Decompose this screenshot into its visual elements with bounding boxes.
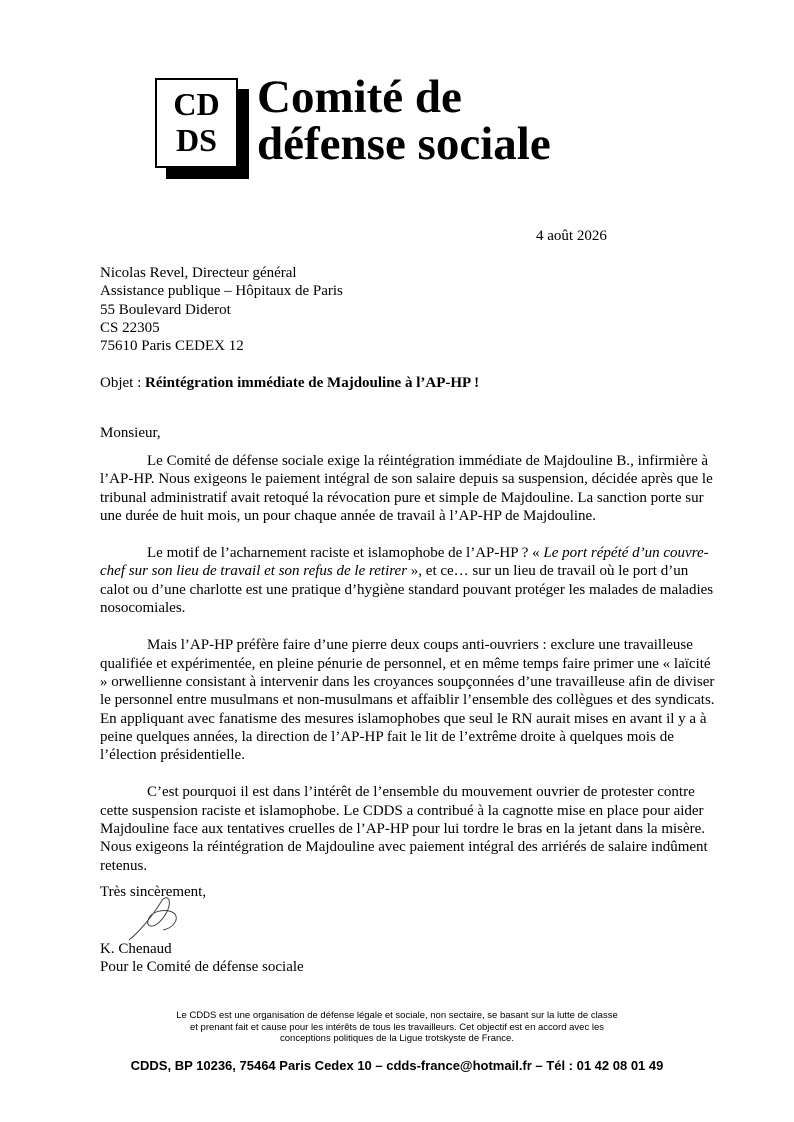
- body-paragraph: C’est pourquoi il est dans l’intérêt de l’ensemble du mouvement ouvrier de protester contre cette suspension raciste et islamophobe. Le CDDS a contribué à la cagnotte mise en place pour aider Majdouline face aux tentatives cruelles de l’AP-HP pour lui tordre le bras en la jetant dans la misère. Nous exigeons la réintégration de Majdouline avec paiement intégral des arriérés de salaire indûment retenus.: [100, 784, 708, 874]
- recipient-line: Assistance publique – Hôpitaux de Paris: [100, 283, 343, 300]
- body-paragraph: Le Comité de défense sociale exige la réintégration immédiate de Majdouline B., infirmière à l’AP-HP. Nous exigeons le paiement intégral de son salaire depuis sa suspension, décidée après que le tribunal administratif avait retoqué la révocation pure et simple de Majdouline. La sanction porte sur une durée de huit mois, un pour chaque année de travail à l’AP-HP de Majdouline.: [100, 453, 713, 524]
- subject-label: Objet :: [100, 375, 145, 391]
- logo-title-line2: défense sociale: [257, 118, 551, 170]
- greeting: Monsieur,: [100, 425, 161, 441]
- logo-box-line2: DS: [176, 122, 217, 158]
- footer-note-line: conceptions politiques de la Ligue trotskyste de France.: [280, 1033, 514, 1044]
- footer-note: [0, 1010, 794, 1045]
- paragraph-text: Le motif de l’acharnement raciste et islamophobe de l’AP-HP ? «: [147, 545, 544, 562]
- recipient-line: 75610 Paris CEDEX 12: [100, 338, 244, 355]
- logo-title: [257, 71, 551, 170]
- recipient-line: CS 22305: [100, 319, 160, 336]
- letter-body: [100, 452, 716, 894]
- footer-note-line: et prenant fait et cause pour les intérêts de tous les travailleurs. Cet objectif est en accord avec les: [190, 1021, 604, 1033]
- footer-note-line: Le CDDS est une organisation de défense légale et sociale, non sectaire, se basant sur la lutte de classe: [176, 1010, 618, 1021]
- quoted-text: Le port répété d’un couvre-chef sur son lieu de travail et son refus de le retirer: [100, 545, 709, 580]
- subject-text: Réintégration immédiate de Majdouline à l’AP-HP !: [145, 375, 480, 391]
- recipient-address: [100, 264, 343, 355]
- signer-org: Pour le Comité de défense sociale: [100, 959, 304, 976]
- logo-box-line1: CD: [173, 86, 220, 122]
- body-paragraph: Mais l’AP-HP préfère faire d’une pierre deux coups anti-ouvriers : exclure une travailleuse qualifiée et expérimentée, en pleine pénurie de personnel, et en même temps faire primer une « laïcité » orwellienne consistant à intervenir dans les croyances soupçonnées d’une travailleuse afin de diviser le personnel entre musulmans et non-musulmans et affaiblir l’ensemble des collègues et des syndicats. En appliquant avec fanatisme des mesures islamophobes que seul le RN aurait mises en avant il y a à peine quelques années, la direction de l’AP-HP fait le lit de l’extrême droite à quelques mois de l’élection présidentielle.: [100, 637, 715, 764]
- signature-icon: [125, 888, 185, 946]
- body-paragraph: [100, 544, 716, 617]
- recipient-line: Nicolas Revel, Directeur général: [100, 265, 297, 281]
- subject-line: [100, 375, 479, 392]
- letter-date: 4 août 2026: [536, 228, 607, 244]
- closing: Très sincèrement,: [100, 884, 207, 900]
- logo-box: [155, 78, 238, 168]
- paragraph-text: », et ce… sur un lieu de travail où le port d’un calot ou d’une charlotte est une pratique d’hygiène standard pouvant protéger les malades de maladies nosocomiales.: [100, 563, 714, 617]
- footer-contact: CDDS, BP 10236, 75464 Paris Cedex 10 – cdds-france@hotmail.fr – Tél : 01 42 08 01 49: [130, 1058, 664, 1073]
- recipient-line: 55 Boulevard Diderot: [100, 301, 231, 318]
- logo-title-line1: Comité de: [257, 71, 462, 123]
- signer-name: K. Chenaud: [100, 941, 172, 957]
- signer-block: [100, 940, 304, 977]
